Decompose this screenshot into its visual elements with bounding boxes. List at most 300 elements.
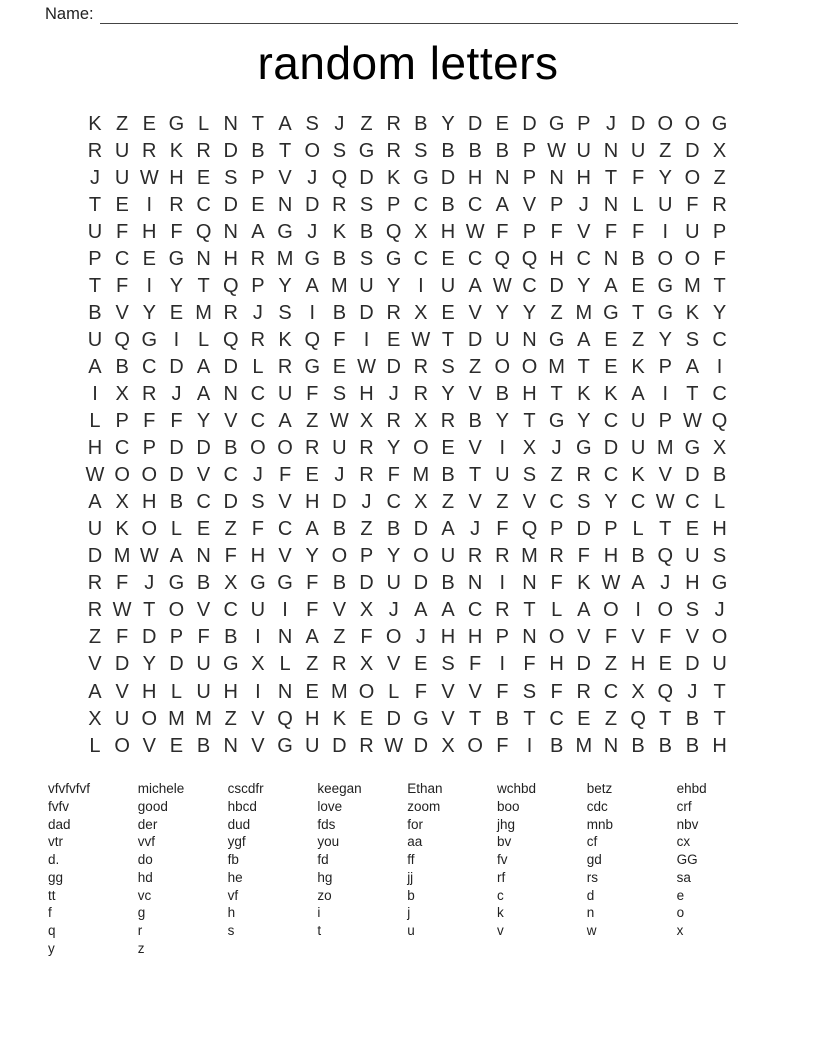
grid-cell: F — [251, 518, 265, 541]
grid-cell: B — [631, 734, 645, 757]
grid-cell: G — [277, 734, 293, 757]
grid-cell: D — [359, 166, 374, 189]
grid-cell: N — [522, 572, 537, 595]
grid-cell: E — [115, 193, 129, 216]
grid-cell: I — [499, 572, 506, 595]
grid-cell: D — [169, 653, 184, 676]
name-row — [45, 2, 738, 24]
grid-cell: C — [250, 382, 266, 405]
grid-cell: U — [114, 139, 130, 162]
grid-cell: X — [414, 301, 428, 324]
grid-cell: U — [630, 410, 646, 433]
grid-cell: O — [467, 734, 483, 757]
letter-grid — [81, 111, 733, 760]
grid-cell: Q — [114, 328, 130, 351]
grid-cell: E — [414, 653, 428, 676]
grid-cell: U — [440, 274, 456, 297]
grid-cell: B — [495, 382, 509, 405]
grid-cell: D — [440, 166, 456, 189]
grid-cell: F — [224, 545, 237, 568]
grid-cell: R — [386, 301, 401, 324]
grid-cell: V — [115, 680, 129, 703]
grid-cell: A — [685, 355, 700, 378]
grid-cell: P — [577, 112, 591, 135]
grid-cell: Y — [712, 301, 727, 324]
word-item: j — [407, 905, 411, 921]
grid-cell: A — [305, 626, 319, 649]
grid-cell: H — [549, 653, 564, 676]
grid-cell: D — [87, 545, 103, 568]
grid-cell: Y — [577, 410, 591, 433]
grid-cell: J — [361, 491, 372, 514]
word-column — [587, 780, 677, 958]
grid-cell: J — [388, 382, 399, 405]
grid-cell: R — [467, 545, 483, 568]
grid-cell: V — [522, 491, 537, 514]
grid-cell: A — [305, 518, 319, 541]
grid-cell: J — [144, 572, 155, 595]
grid-cell: X — [712, 437, 727, 460]
grid-cell: J — [714, 599, 725, 622]
grid-cell: R — [576, 680, 591, 703]
grid-cell: M — [195, 707, 212, 730]
word-item: fd — [317, 852, 329, 867]
word-item: hbcd — [227, 798, 257, 814]
grid-cell: Z — [713, 166, 726, 189]
grid-cell: L — [170, 518, 182, 541]
grid-cell: L — [252, 355, 264, 378]
grid-cell: S — [712, 545, 727, 568]
grid-cell: A — [88, 680, 102, 703]
grid-cell: V — [441, 680, 455, 703]
grid-cell: P — [658, 355, 672, 378]
grid-cell: O — [331, 545, 348, 568]
grid-cell: F — [278, 464, 292, 487]
grid-cell: H — [223, 247, 238, 270]
grid-cell: F — [143, 410, 156, 433]
grid-cell: G — [358, 139, 375, 162]
grid-cell: X — [224, 572, 238, 595]
word-item: ff — [407, 852, 415, 867]
grid-cell: O — [141, 518, 158, 541]
grid-cell: P — [142, 437, 156, 460]
grid-cell: T — [88, 193, 102, 216]
grid-cell: U — [359, 274, 374, 297]
grid-cell: W — [112, 599, 132, 622]
grid-cell: N — [223, 112, 238, 135]
grid-cell: I — [499, 653, 506, 676]
grid-cell: N — [196, 545, 211, 568]
grid-cell: I — [418, 274, 424, 297]
grid-cell: Q — [304, 328, 320, 351]
grid-cell: G — [168, 247, 185, 270]
grid-cell: A — [468, 274, 482, 297]
grid-cell: W — [411, 328, 431, 351]
grid-cell: V — [577, 220, 591, 243]
word-item: y — [48, 940, 55, 956]
grid-cell: P — [549, 193, 564, 216]
word-column — [497, 780, 587, 958]
grid-cell: O — [684, 247, 701, 270]
grid-cell: X — [631, 680, 645, 703]
grid-cell: H — [142, 220, 157, 243]
word-item: love — [317, 798, 343, 814]
grid-cell: D — [685, 464, 700, 487]
grid-cell: A — [278, 410, 292, 433]
word-item: fds — [317, 816, 336, 832]
grid-cell: Z — [604, 707, 618, 730]
grid-cell: E — [305, 680, 319, 703]
grid-cell: Y — [387, 274, 401, 297]
grid-cell: K — [631, 355, 645, 378]
grid-cell: N — [277, 193, 293, 216]
grid-cell: N — [522, 626, 537, 649]
grid-cell: S — [441, 653, 455, 676]
grid-cell: R — [169, 193, 184, 216]
grid-cell: U — [304, 734, 320, 757]
grid-cell: F — [550, 572, 563, 595]
grid-cell: H — [223, 680, 238, 703]
grid-cell: Y — [604, 491, 618, 514]
grid-cell: R — [495, 599, 510, 622]
grid-cell: G — [548, 112, 565, 135]
grid-cell: D — [332, 734, 347, 757]
grid-cell: C — [467, 599, 483, 622]
grid-cell: D — [359, 301, 374, 324]
grid-cell: V — [387, 653, 401, 676]
grid-cell: K — [685, 301, 700, 324]
grid-cell: O — [711, 626, 728, 649]
grid-cell: D — [223, 193, 238, 216]
grid-cell: L — [632, 518, 644, 541]
grid-cell: H — [467, 166, 483, 189]
grid-cell: T — [550, 382, 563, 405]
grid-cell: I — [255, 680, 261, 703]
grid-cell: Q — [521, 518, 538, 541]
grid-cell: M — [575, 734, 593, 757]
grid-cell: D — [576, 518, 591, 541]
grid-cell: O — [657, 112, 674, 135]
grid-cell: C — [142, 355, 157, 378]
word-item: rf — [496, 869, 506, 885]
grid-cell: E — [441, 247, 455, 270]
grid-cell: X — [88, 707, 102, 730]
word-column — [228, 780, 318, 958]
word-item: dud — [227, 816, 251, 832]
grid-cell: H — [467, 626, 483, 649]
grid-cell: S — [224, 166, 238, 189]
grid-cell: V — [658, 464, 672, 487]
word-item: cx — [676, 834, 691, 850]
word-item: dad — [48, 816, 71, 832]
grid-cell: F — [387, 464, 400, 487]
grid-cell: U — [712, 653, 727, 676]
grid-cell: T — [713, 707, 726, 730]
grid-cell: V — [196, 464, 211, 487]
word-item: sa — [676, 869, 691, 885]
grid-cell: F — [496, 220, 509, 243]
grid-cell: T — [523, 599, 536, 622]
grid-cell: L — [551, 599, 563, 622]
grid-cell: K — [169, 139, 184, 162]
grid-cell: R — [359, 437, 374, 460]
grid-cell: T — [659, 518, 672, 541]
grid-cell: G — [222, 653, 239, 676]
grid-cell: J — [660, 572, 671, 595]
grid-cell: D — [685, 653, 700, 676]
grid-cell: R — [359, 734, 374, 757]
word-item: cf — [586, 834, 598, 850]
grid-cell: W — [682, 410, 702, 433]
grid-cell: M — [331, 680, 348, 703]
grid-cell: B — [196, 734, 211, 757]
word-item: f — [48, 905, 52, 921]
grid-cell: F — [116, 572, 129, 595]
grid-cell: Z — [604, 653, 618, 676]
grid-cell: A — [414, 599, 428, 622]
grid-cell: J — [415, 626, 426, 649]
grid-cell: K — [332, 220, 347, 243]
grid-cell: X — [115, 491, 129, 514]
grid-cell: Z — [360, 518, 373, 541]
grid-cell: T — [713, 274, 726, 297]
grid-cell: A — [196, 382, 211, 405]
grid-cell: E — [251, 193, 265, 216]
grid-cell: U — [658, 193, 673, 216]
grid-cell: A — [495, 193, 509, 216]
grid-cell: K — [631, 464, 645, 487]
grid-cell: F — [170, 410, 183, 433]
word-item: hg — [317, 869, 333, 885]
grid-cell: R — [87, 139, 103, 162]
grid-cell: C — [549, 491, 564, 514]
grid-cell: N — [223, 734, 238, 757]
grid-cell: M — [412, 464, 430, 487]
grid-cell: K — [387, 166, 401, 189]
grid-cell: C — [603, 464, 619, 487]
grid-cell: E — [604, 328, 618, 351]
grid-cell: E — [142, 247, 156, 270]
grid-cell: Z — [224, 707, 237, 730]
grid-cell: Z — [496, 491, 509, 514]
name-blank-line — [100, 4, 738, 24]
grid-cell: Y — [441, 112, 455, 135]
word-item: vvf — [137, 834, 156, 850]
grid-cell: I — [146, 274, 153, 297]
grid-cell: H — [304, 707, 320, 730]
grid-cell: B — [115, 355, 129, 378]
grid-cell: U — [277, 382, 293, 405]
grid-cell: S — [305, 112, 319, 135]
grid-cell: F — [333, 328, 346, 351]
grid-cell: Q — [385, 220, 402, 243]
grid-cell: B — [441, 572, 455, 595]
grid-cell: Z — [306, 653, 319, 676]
grid-cell: B — [468, 139, 482, 162]
grid-cell: D — [304, 193, 320, 216]
grid-cell: W — [139, 545, 159, 568]
grid-cell: G — [413, 707, 429, 730]
grid-cell: Q — [657, 680, 674, 703]
grid-cell: T — [713, 680, 726, 703]
grid-cell: G — [168, 572, 185, 595]
grid-cell: Q — [521, 247, 538, 270]
grid-cell: O — [385, 626, 402, 649]
word-item: k — [496, 905, 504, 921]
grid-cell: S — [251, 491, 265, 514]
grid-cell: I — [662, 382, 669, 405]
grid-cell: J — [171, 382, 182, 405]
grid-cell: D — [169, 355, 184, 378]
grid-cell: I — [635, 599, 641, 622]
grid-cell: U — [495, 328, 510, 351]
grid-cell: H — [440, 626, 456, 649]
grid-cell: D — [413, 734, 429, 757]
grid-cell: D — [169, 437, 184, 460]
grid-cell: F — [414, 680, 427, 703]
grid-cell: V — [631, 626, 645, 649]
grid-cell: U — [630, 437, 646, 460]
word-item: keegan — [317, 781, 362, 796]
grid-cell: R — [413, 382, 429, 405]
grid-cell: I — [92, 382, 98, 405]
grid-cell: I — [662, 220, 669, 243]
grid-cell: B — [549, 734, 564, 757]
grid-cell: B — [414, 112, 428, 135]
grid-cell: T — [278, 139, 292, 162]
grid-cell: O — [168, 599, 185, 622]
grid-cell: P — [169, 626, 184, 649]
grid-cell: F — [306, 599, 319, 622]
grid-cell: M — [113, 545, 131, 568]
word-item: s — [227, 923, 235, 938]
grid-cell: L — [89, 734, 101, 757]
grid-cell: A — [88, 491, 102, 514]
grid-cell: E — [142, 112, 156, 135]
word-item: z — [137, 940, 145, 956]
grid-cell: F — [604, 626, 618, 649]
grid-cell: J — [578, 193, 589, 216]
word-item: cscdfr — [227, 781, 264, 796]
grid-cell: U — [630, 139, 646, 162]
grid-cell: Y — [658, 328, 672, 351]
grid-cell: R — [576, 464, 591, 487]
grid-cell: F — [306, 382, 319, 405]
grid-cell: J — [252, 464, 263, 487]
word-item: betz — [586, 781, 613, 796]
grid-cell: G — [304, 355, 320, 378]
grid-cell: C — [576, 247, 591, 270]
grid-cell: D — [223, 491, 238, 514]
grid-cell: T — [686, 382, 699, 405]
grid-cell: U — [685, 220, 700, 243]
grid-cell: V — [251, 734, 265, 757]
grid-cell: C — [685, 491, 700, 514]
word-item: q — [48, 923, 56, 938]
grid-cell: S — [577, 491, 591, 514]
grid-cell: O — [494, 355, 511, 378]
grid-cell: K — [332, 707, 347, 730]
grid-cell: O — [603, 599, 619, 622]
grid-cell: P — [115, 410, 129, 433]
grid-cell: E — [387, 328, 401, 351]
grid-cell: D — [603, 437, 619, 460]
grid-cell: C — [223, 599, 238, 622]
grid-cell: E — [169, 301, 184, 324]
grid-cell: B — [332, 247, 347, 270]
grid-cell: F — [496, 518, 509, 541]
grid-cell: B — [332, 572, 347, 595]
grid-cell: P — [522, 166, 537, 189]
grid-cell: T — [251, 112, 265, 135]
word-column — [48, 780, 138, 958]
grid-cell: I — [526, 734, 533, 757]
grid-cell: Z — [631, 328, 645, 351]
word-item: cdc — [586, 798, 608, 814]
grid-cell: F — [306, 572, 319, 595]
grid-cell: R — [142, 139, 157, 162]
grid-cell: X — [251, 653, 265, 676]
grid-cell: B — [658, 734, 672, 757]
grid-cell: R — [386, 410, 401, 433]
word-item: mnb — [586, 816, 614, 832]
grid-cell: D — [359, 572, 374, 595]
grid-cell: F — [631, 220, 645, 243]
grid-cell: U — [250, 599, 266, 622]
grid-cell: Y — [577, 274, 591, 297]
grid-cell: K — [577, 382, 591, 405]
grid-cell: P — [549, 518, 564, 541]
grid-cell: N — [603, 247, 619, 270]
grid-cell: T — [469, 464, 482, 487]
grid-cell: T — [577, 355, 590, 378]
grid-cell: A — [631, 382, 645, 405]
grid-cell: C — [277, 518, 293, 541]
grid-cell: B — [685, 707, 700, 730]
word-column — [677, 780, 767, 958]
grid-cell: F — [197, 626, 210, 649]
grid-cell: C — [467, 247, 483, 270]
grid-cell: G — [657, 301, 674, 324]
grid-cell: C — [603, 680, 619, 703]
grid-cell: Y — [522, 301, 537, 324]
grid-cell: B — [712, 464, 727, 487]
grid-cell: B — [468, 410, 482, 433]
grid-cell: L — [198, 112, 210, 135]
grid-cell: B — [495, 139, 509, 162]
grid-cell: X — [414, 220, 428, 243]
grid-cell: S — [332, 382, 347, 405]
word-column — [138, 780, 228, 958]
grid-cell: J — [388, 599, 399, 622]
grid-cell: W — [85, 464, 105, 487]
grid-cell: F — [116, 626, 129, 649]
grid-cell: M — [684, 274, 701, 297]
grid-cell: N — [495, 166, 510, 189]
grid-cell: B — [441, 464, 455, 487]
grid-cell: O — [250, 437, 266, 460]
grid-cell: G — [711, 112, 728, 135]
grid-cell: Y — [387, 545, 401, 568]
grid-cell: B — [224, 437, 238, 460]
grid-cell: V — [468, 491, 482, 514]
grid-cell: B — [332, 301, 347, 324]
grid-cell: A — [88, 355, 102, 378]
grid-cell: B — [441, 139, 455, 162]
grid-cell: U — [576, 139, 591, 162]
word-item: zoom — [407, 798, 441, 814]
grid-cell: D — [413, 572, 429, 595]
